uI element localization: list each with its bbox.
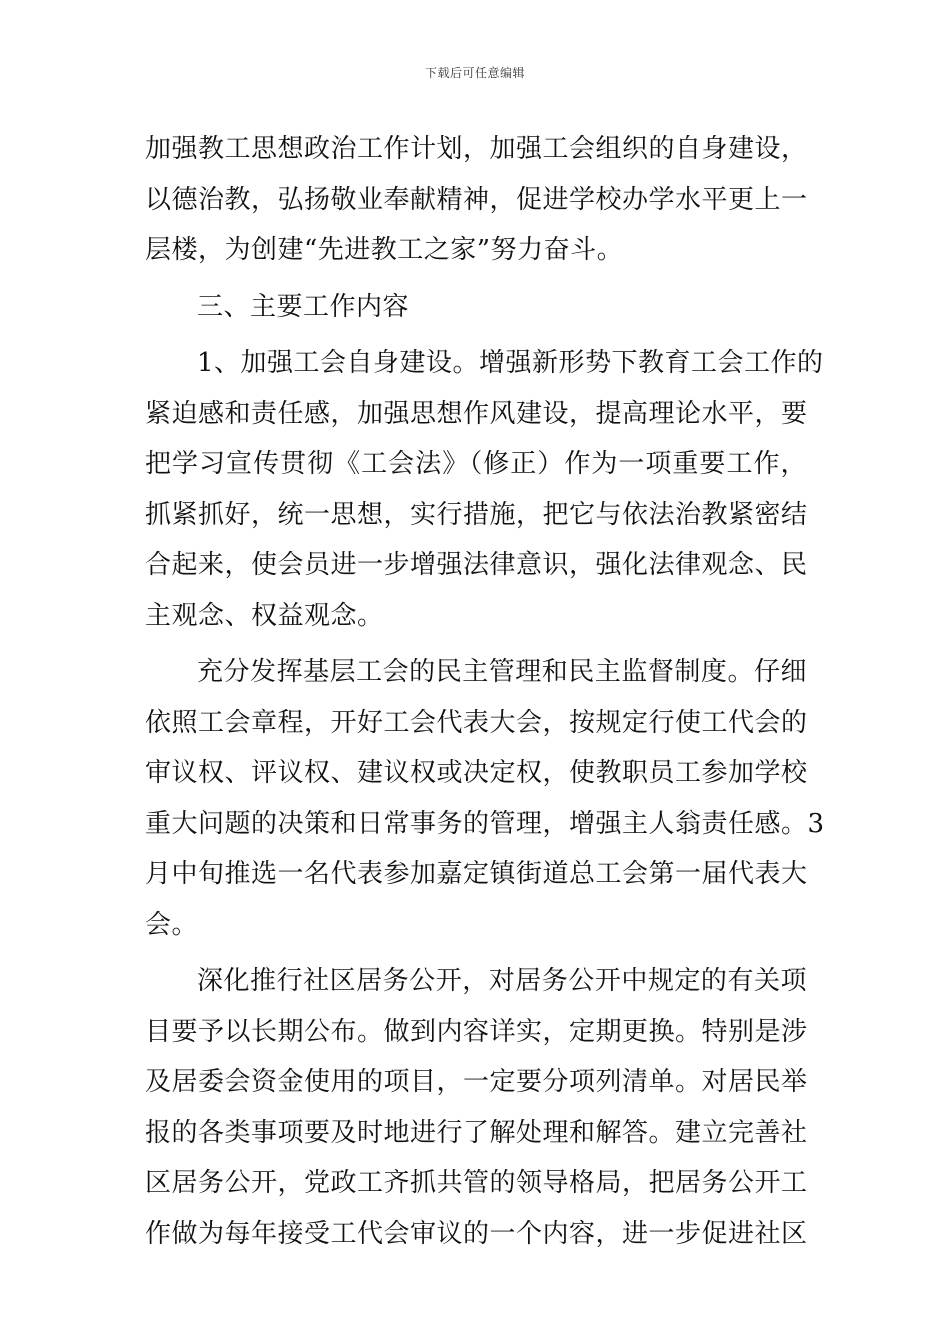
text-line: 1、加强工会自身建设。增强新形势下教育工会工作的	[197, 348, 824, 378]
document-body	[145, 124, 825, 1259]
text-line: 依照工会章程，开好工会代表大会，按规定行使工代会的	[145, 707, 808, 738]
text-line: 审议权、评议权、建议权或决定权，使教职员工参加学校	[145, 758, 808, 788]
paragraph	[145, 338, 824, 641]
text-line: 目要予以长期公布。做到内容详实，定期更换。特别是涉	[145, 1016, 808, 1047]
text-line: 合起来，使会员进一步增强法律意识，强化法律观念、民	[145, 550, 808, 580]
text-line: 把学习宣传贯彻《工会法》（修正）作为一项重要工作，	[145, 449, 807, 479]
text-line: 层楼，为创建“先进教工之家”努力奋斗。	[145, 235, 624, 265]
text-line: 会。	[145, 909, 199, 940]
text-line: 紧迫感和责任感，加强思想作风建设，提高理论水平，要	[145, 398, 808, 429]
text-line: 及居委会资金使用的项目，一定要分项列清单。对居民举	[145, 1067, 808, 1097]
section-heading	[145, 282, 807, 333]
text-line: 区居务公开，党政工齐抓共管的领导格局，把居务公开工	[145, 1168, 808, 1198]
text-line: 深化推行社区居务公开，对居务公开中规定的有关项	[197, 966, 807, 996]
paragraph	[145, 647, 825, 950]
paragraph	[145, 956, 807, 1259]
text-line: 抓紧抓好，统一思想，实行措施，把它与依法治教紧密结	[145, 499, 808, 530]
page-header-note: 下载后可任意编辑	[424, 66, 525, 80]
text-line: 加强教工思想政治工作计划，加强工会组织的自身建设，	[145, 134, 808, 164]
text-line: 重大问题的决策和日常事务的管理，增强主人翁责任感。3	[145, 808, 825, 839]
paragraph	[145, 124, 807, 276]
text-line: 报的各类事项要及时地进行了解处理和解答。建立完善社	[145, 1117, 808, 1148]
text-line: 充分发挥基层工会的民主管理和民主监督制度。仔细	[197, 657, 807, 687]
text-line: 作做为每年接受工代会审议的一个内容，进一步促进社区	[145, 1218, 808, 1249]
text-line: 三、主要工作内容	[197, 291, 410, 322]
text-line: 主观念、权益观念。	[145, 600, 384, 631]
text-line: 以德治教，弘扬敬业奉献精神，促进学校办学水平更上一	[145, 184, 808, 215]
text-line: 月中旬推选一名代表参加嘉定镇街道总工会第一届代表大	[145, 859, 808, 889]
